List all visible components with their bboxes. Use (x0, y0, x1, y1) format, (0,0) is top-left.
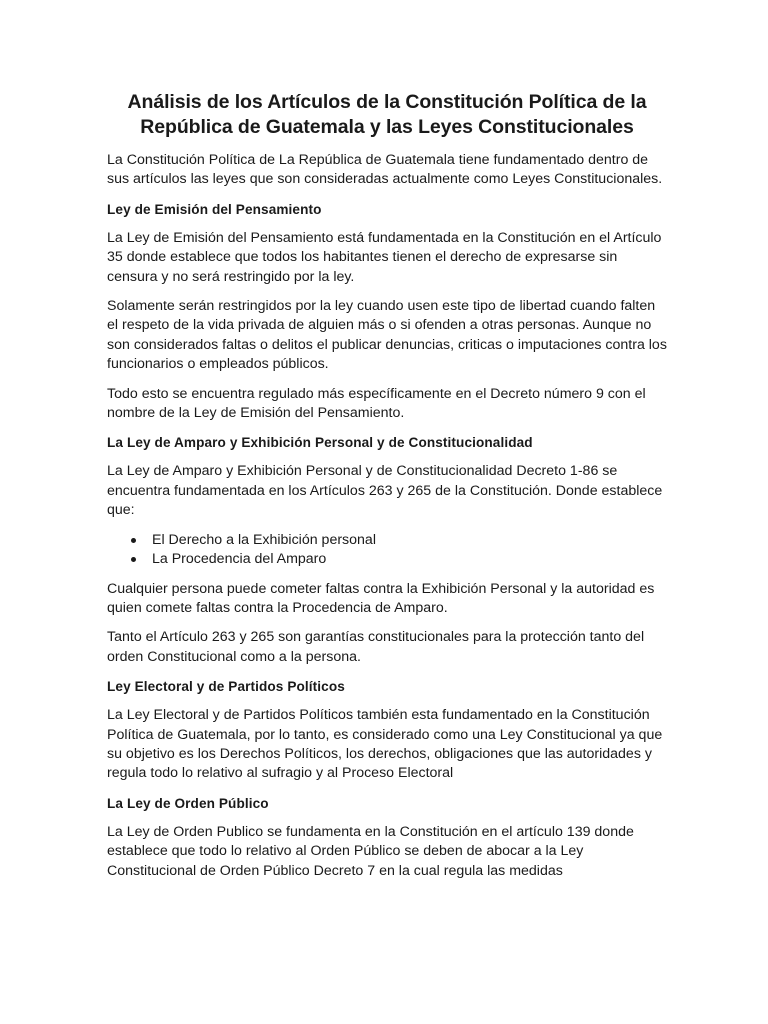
paragraph: Tanto el Artículo 263 y 265 son garantías constitucionales para la protección tanto del orden Constitucional como a la persona. (107, 629, 645, 665)
paragraph: La Ley de Emisión del Pensamiento está fundamentada en la Constitución en el Artículo 35 donde establece que todos los habitantes tienen el derecho de expresarse sin censura y no será restringido por la ley. (107, 229, 662, 285)
paragraph: Todo esto se encuentra regulado más específicamente en el Decreto número 9 con el nombre de la Ley de Emisión del Pensamiento. (107, 385, 646, 422)
paragraph: Cualquier persona puede cometer faltas contra la Exhibición Personal y la autoridad es quien comete faltas contra la Procedencia de Amparo. (107, 580, 655, 616)
section-heading-electoral: Ley Electoral y de Partidos Políticos (107, 679, 345, 695)
bullet-icon (131, 538, 136, 543)
section-electoral (107, 677, 667, 784)
paragraph: La Ley Electoral y de Partidos Políticos también esta fundamentado en la Constitución Política de Guatemala, por lo tanto, es considerado como una Ley Constitucional ya que su objetivo es los Derechos Políticos, los derechos, obligaciones que las autoridades y regula todo lo relativo al sufragio y al Proceso Electoral (107, 707, 663, 782)
bullet-list (107, 531, 667, 570)
section-heading-orden: La Ley de Orden Público (107, 795, 269, 811)
section-emision (107, 200, 667, 424)
list-item-text: La Procedencia del Amparo (152, 551, 327, 568)
list-item-text: El Derecho a la Exhibición personal (152, 531, 376, 548)
section-heading-emision: Ley de Emisión del Pensamiento (107, 201, 322, 217)
document-page (107, 90, 667, 891)
paragraph: La Ley de Amparo y Exhibición Personal y de Constitucionalidad Decreto 1-86 se encuentra fundamentada en los Artículos 263 y 265 de la Constitución. Donde establece que: (107, 463, 663, 519)
bullet-icon (131, 557, 136, 562)
section-orden (107, 794, 667, 881)
section-heading-amparo: La Ley de Amparo y Exhibición Personal y de Constitucionalidad (107, 435, 533, 451)
paragraph: Solamente serán restringidos por la ley cuando usen este tipo de libertad cuando falten el respeto de la vida privada de alguien más o si ofenden a otras personas. Aunque no son considerados faltas o delitos el publicar denuncias, criticas o imputaciones contra los funcionarios o empleados públicos. (107, 298, 667, 373)
section-amparo (107, 433, 667, 667)
paragraph: La Ley de Orden Publico se fundamenta en la Constitución en el artículo 139 donde establece que todo lo relativo al Orden Público se deben de abocar a la Ley Constitucional de Orden Público Decreto 7 en la cual regula las medidas (107, 823, 634, 879)
list-item (107, 531, 667, 550)
list-item (107, 550, 667, 569)
document-title: Análisis de los Artículos de la Constitución Política de la República de Guatemala y las Leyes Constitucionales (127, 91, 647, 138)
intro-paragraph: La Constitución Política de La República de Guatemala tiene fundamentado dentro de sus artículos las leyes que son consideradas actualmente como Leyes Constitucionales. (107, 152, 663, 188)
